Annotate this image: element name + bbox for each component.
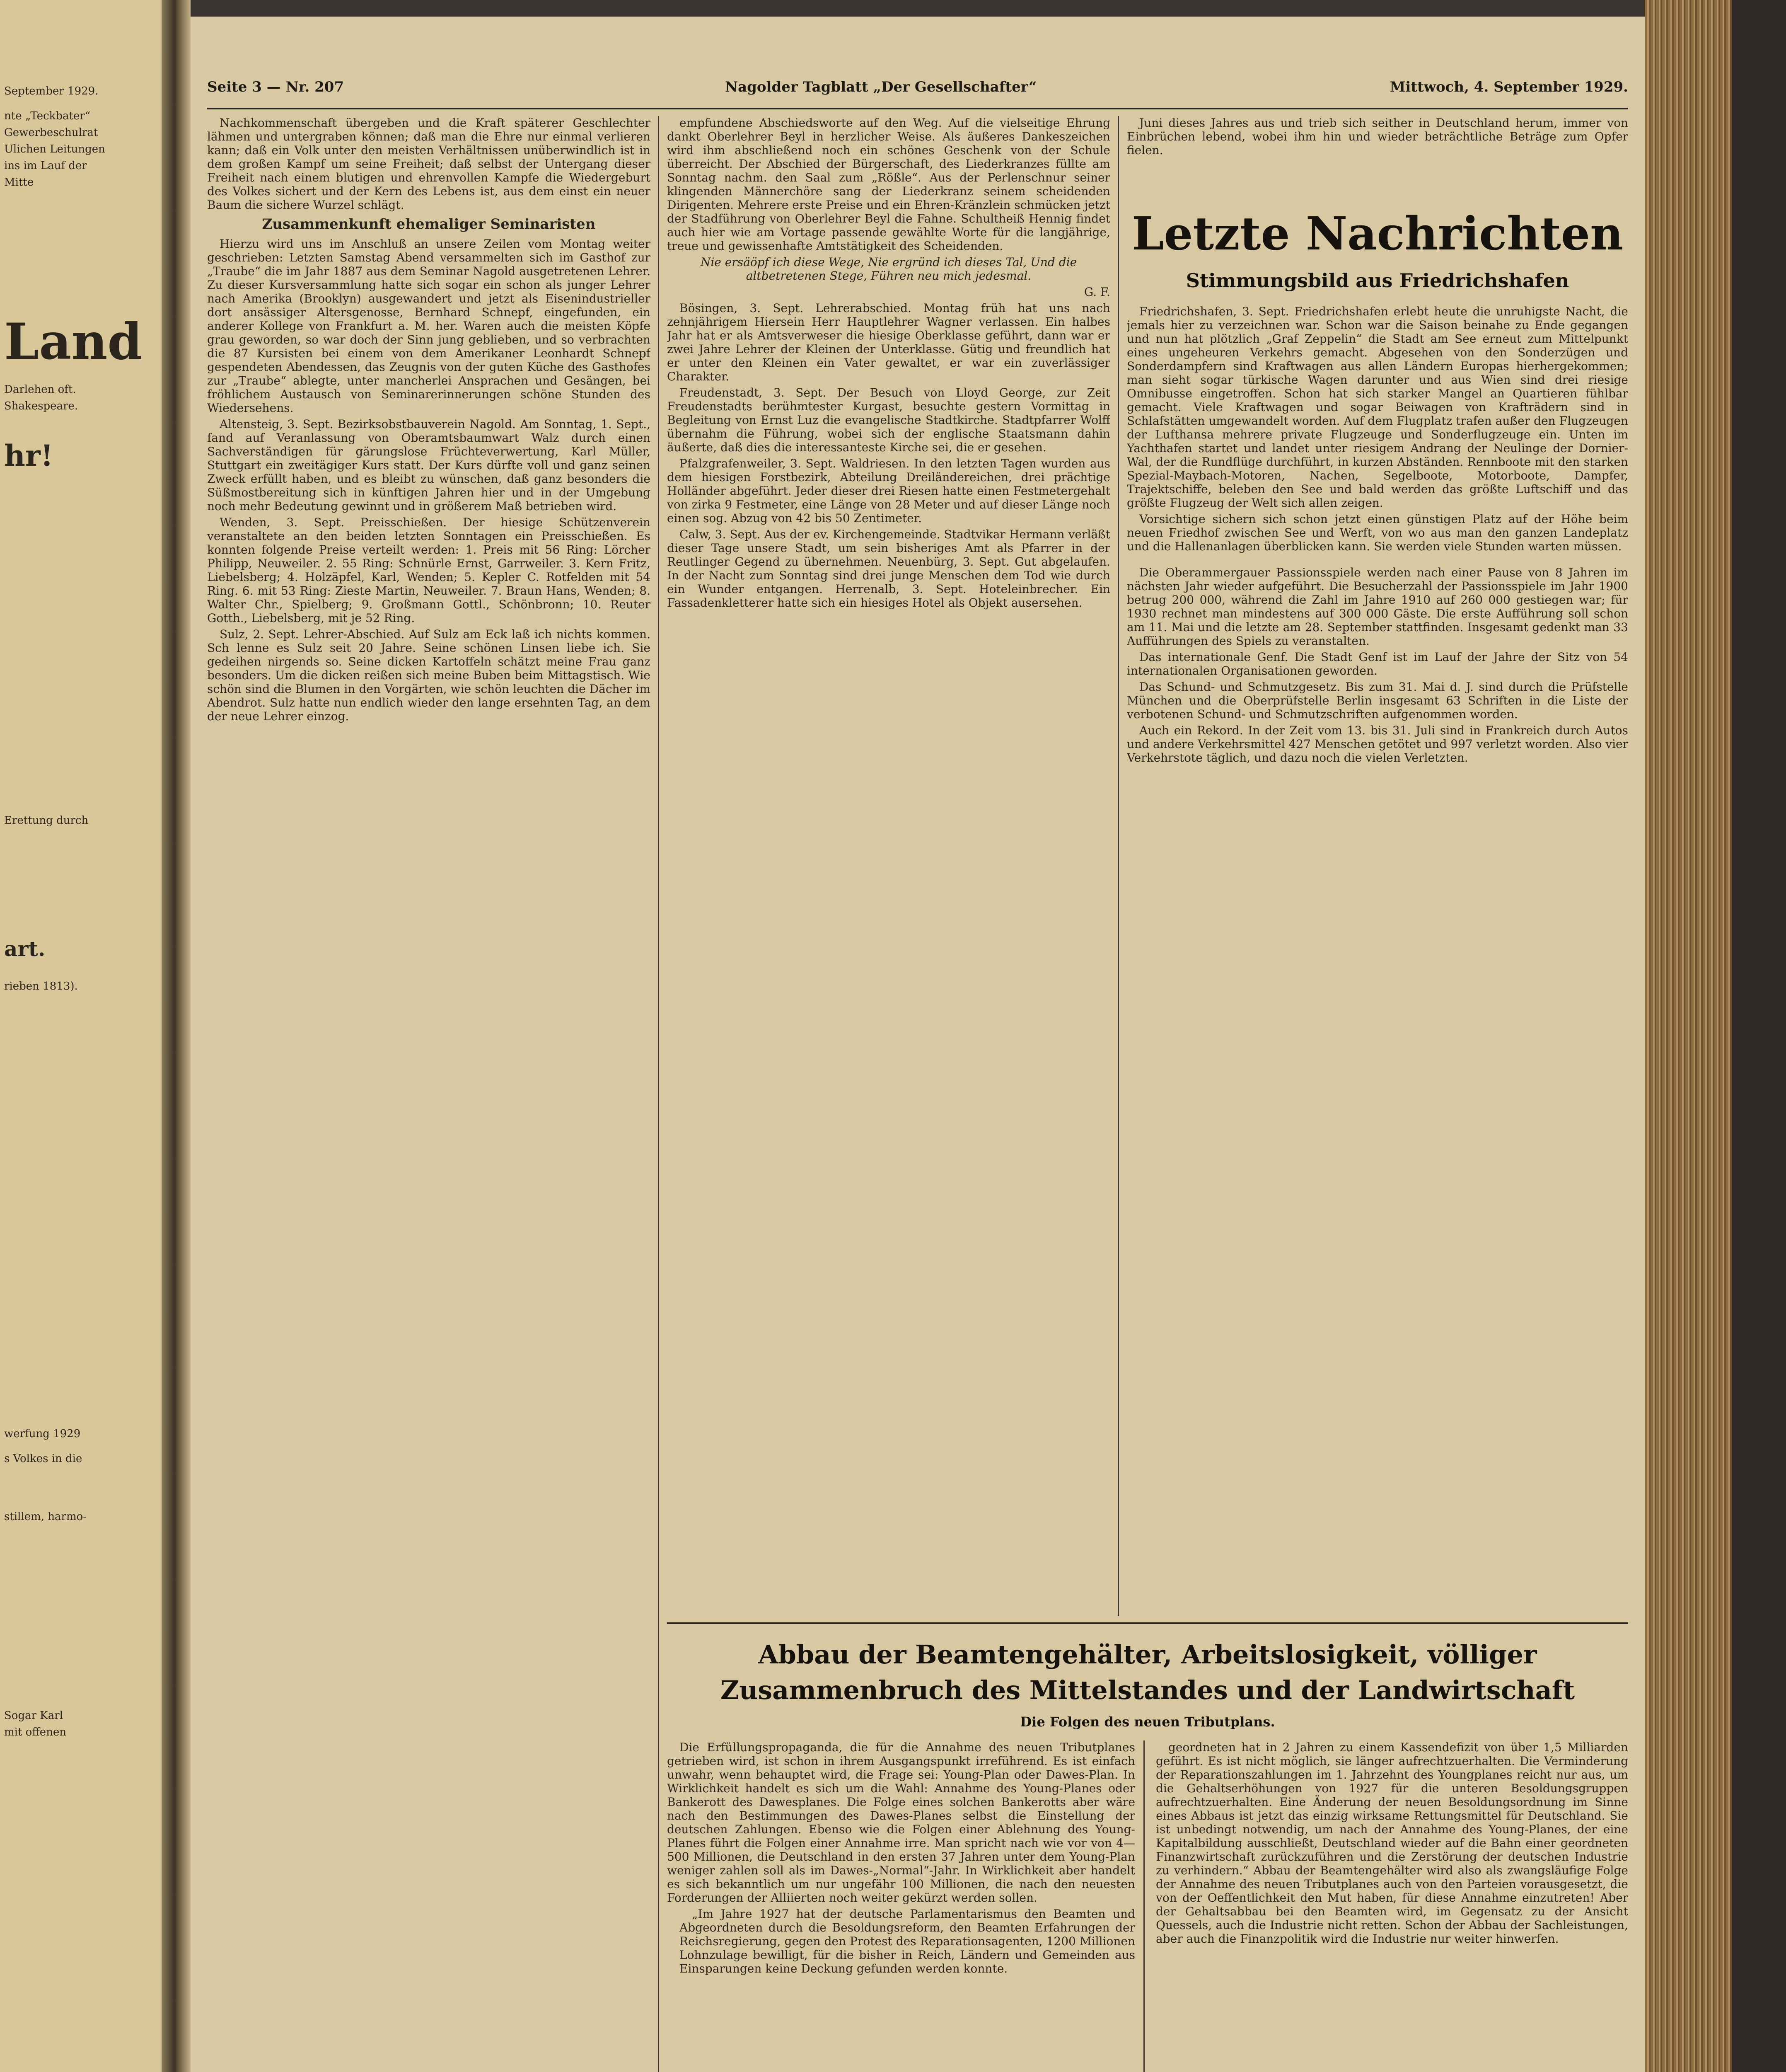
prev-page-fragment: nte „Teckbater“ [4,110,91,122]
binding-spine [1732,0,1786,2072]
col1-seminar-text: Hierzu wird uns im Anschluß an unsere Zeilen vom Montag weiter geschrieben: Letzten Samstag Abend versammelten sich im Gasthof zur „Traube“ die im Jahr 1887 aus dem Seminar Nagold ausgetretenen Lehrer. Zu dieser Kursversammlung hatte sich sogar ein schon als junger Lehrer nach Amerika (Brooklyn) ausgewandert und jetzt als Eisenindustrieller dort ansässiger Altersgenosse, Bernhard Schnepf, eingefunden, ein anderer Kollege von Frankfurt a. M. her. Waren auch die meisten Köpfe grau geworden, so war doch der Sinn jung geblieben, und so verbrachten die 87 Kursisten bei einem von dem Amerikaner Leonhardt Schnepf gespendeten Abendessen, das Zeugnis von der guten Küche des Gasthofes zur „Traube“ ablegte, unter mancherlei Ansprachen und Gesängen, bei fröhlichem Austausch von Seminarerinnerungen schöne Stunden des Wiedersehens. [207,237,650,415]
prev-page-fragment: art. [4,937,46,961]
prev-page-heading: Land [4,315,143,369]
article-quote: „Im Jahre 1927 hat der deutsche Parlamentarismus den Beamten und Abgeordneten durch die Besoldungsreform, den Beamten Erfahrungen der Reichsregierung, gegen den Protest des Reparationsagenten, 1200 Millionen Lohnzulage bewilligt, für die bisher in Reich, Ländern und Gemeinden aus Einsparungen keine Deckung gefunden werden konnte. [679,1907,1135,1975]
prev-page-fragment: Gewerbeschulrat [4,126,98,139]
article-text-b: geordneten hat in 2 Jahren zu einem Kassendefizit von über 1,5 Milliarden geführt. Es ist nicht möglich, sie länger aufrechtzuerhalten. Die Verminderung der Reparationszahlungen im 1. Jahrzehnt des Youngplanes reicht nur aus, um die Gehaltserhöhungen von 1927 für die unteren Besoldungsgruppen aufrechtzuerhalten. Eine Änderung der neuen Besoldungsordnung im Sinne eines Abbaus ist jetzt das einzig wirksame Rettungsmittel für Deutschland. Sie ist unbedingt notwendig, um nach der Annahme des Young-Planes, der eine Kapitalbildung ausschließt, Deutschland wieder auf die Bahn einer geordneten Finanzwirtschaft zurückzuführen und die Zerstörung der deutschen Industrie zu verhindern.“ Abbau der Beamtengehälter wird also als zwangsläufige Folge der Annahme des neuen Tributplanes auch von den Parteien vorausgesetzt, die von der Oeffentlichkeit den Mut haben, für diese Annahme einzutreten! Aber der Gehaltsabbau bei den Beamten wird, im Gegensatz zu der Ansicht Quessels, auch die Industrie nicht retten. Schon der Abbau der Sachleistungen, aber auch die Finanzpolitik wird die Industrie nur weiter hinwerfen. [1156,1740,1628,1946]
prev-page-fragment: werfung 1929 [4,1428,81,1440]
prev-page-date: September 1929. [4,85,99,97]
column-divider [1118,116,1119,1616]
prev-page-fragment: rieben 1813). [4,980,78,992]
prev-page-fragment: Sogar Karl [4,1709,63,1722]
newspaper-name: Nagolder Tagblatt „Der Gesellschafter“ [725,79,1037,95]
col3-oberammergau-news: Die Oberammergauer Passionsspiele werden nach einer Pause von 8 Jahren im nächsten Jahr wieder aufgeführt. Die Besucherzahl der Passionsspiele im Jahr 1900 betrug 200 000, während die Zahl im Jahre 1910 auf 260 000 gestiegen war; für 1930 rechnet man mindestens auf 300 000 Gäste. Die erste Aufführung soll schon am 11. Mai und die letzte am 28. September stattfinden. Insgesamt gedenkt man 33 Aufführungen des Spiels zu veranstalten. [1127,566,1628,648]
article-text-a: Die Erfüllungspropaganda, die für die Annahme des neuen Tributplanes getrieben wird, ist schon in ihrem Ausgangspunkt irreführend. Es ist einfach unwahr, wenn behauptet wird, die Frage sei: Young-Plan oder Dawes-Plan. In Wirklichkeit handelt es sich um die Wahl: Annahme des Young-Planes oder Bankerott des Dawesplanes. Die Folge eines solchen Bankerotts aber wäre nach den Bestimmungen des Dawes-Planes selbst die Einstellung der deutschen Zahlungen. Ebenso wie die Folgen einer Ablehnung des Young-Planes führt die Folgen einer Annahme irre. Man spricht nach wie vor von 4—500 Millionen, die Deutschland in den ersten 37 Jahren unter dem Young-Plan weniger zahlen soll als im Dawes-„Normal“-Jahr. In Wirklichkeit aber handelt es sich bekanntlich um nur ungefähr 100 Millionen, die nach den neuesten Forderungen der Alliierten noch weiter gekürzt werden sollen. [667,1740,1135,1905]
prev-page-fragment: Erettung durch [4,814,89,827]
col2-freudenstadt-text: Freudenstadt, 3. Sept. Der Besuch von Lloyd George, zur Zeit Freudenstadts berühmtester Kurgast, besuchte gestern Vormittag in Begleitung von Ernst Luz die evangelische Stadtkirche. Stadtpfarrer Wolff übernahm die Führung, wobei sich der englische Staatsmann dahin äußerte, daß dies die interessanteste Kirche sei, die er gesehen. [667,386,1110,454]
prev-page-fragment: Shakespeare. [4,400,78,412]
col2-calw-text: Calw, 3. Sept. Aus der ev. Kirchengemeinde. Stadtvikar Hermann verläßt dieser Tage unsere Stadt, um sein bisheriges Amt als Pfarrer in der Reutlinger Gegend zu übernehmen. Neuenbürg, 3. Sept. Gut abgelaufen. In der Nacht zum Sonntag sind drei junge Menschen dem Tod wie durch ein Wunder entgangen. Herrenalb, 3. Sept. Hoteleinbrecher. Ein Fassadenkletterer hatte sich ein hiesiges Hotel als Objekt ausersehen. [667,528,1110,610]
col3-intro: Juni dieses Jahres aus und trieb sich seither in Deutschland herum, immer von Einbrüchen lebend, wobei ihm hin und wieder beträchtliche Beträge zum Opfer fielen. [1127,116,1628,157]
prev-page-fragment: Darlehen oft. [4,383,76,396]
col3-schund-news: Das Schund- und Schmutzgesetz. Bis zum 31. Mai d. J. sind durch die Prüfstelle München und die Oberprüfstelle Berlin insgesamt 63 Schriften in die Liste der verbotenen Schund- und Schmutzschriften aufgenommen worden. [1127,680,1628,721]
book-gutter [162,0,191,2072]
previous-page-strip [0,0,162,2072]
col2-pfalzgrafenweiler-text: Pfalzgrafenweiler, 3. Sept. Waldriesen. In den letzten Tagen wurden aus dem hiesigen Forstbezirk, Abteilung Dreiländereichen, drei prächtige Holländer abgeführt. Jeder dieser drei Riesen hatte einen Festmetergehalt von zirka 9 Festmeter, eine Länge von 28 Meter und auf dieser Länge noch einen sog. Abzug von 42 bis 50 Zentimeter. [667,457,1110,525]
article-column-b [1156,1740,1628,2072]
column-divider [658,116,659,2072]
prev-page-fragment: s Volkes in die [4,1452,82,1465]
prev-page-fragment: Mitte [4,176,34,189]
prev-page-fragment: ins im Lauf der [4,160,87,172]
col1-intro: Nachkommenschaft übergeben und die Kraft späterer Geschlechter lähmen und untergraben können; daß man die Ehre nur einmal verlieren kann; daß ein Volk unter den meisten Verhältnissen unüberwindlich ist in dem großen Kampf um seine Freiheit; daß selbst der Untergang dieser Freiheit nach einem blutigen und ehrenvollen Kampfe die Wiedergeburt des Volkes sichert und der Kern des Lebens ist, aus dem einst ein neuer Baum die sichere Wurzel schlägt. [207,116,650,212]
column-divider [1143,1740,1145,2072]
page-header [207,79,1628,104]
article-subtitle: Die Folgen des neuen Tributplans. [1020,1714,1275,1730]
prev-page-fragment: Ulichen Leitungen [4,143,105,155]
column-1 [207,116,650,2072]
newspaper-page [191,17,1645,2072]
prev-page-fragment: mit offenen [4,1726,67,1738]
column-2 [667,116,1110,1608]
col3-genf-news: Das internationale Genf. Die Stadt Genf ist im Lauf der Jahre der Sitz von 54 internationalen Organisationen geworden. [1127,650,1628,678]
col3-viewers-text: Vorsichtige sichern sich schon jetzt einen günstigen Platz auf der Höhe beim neuen Friedhof zwischen See und Werft, von wo aus man den ganzen Landeplatz und die Hallenanlagen überblicken kann. Sie werden viele Stunden warten müssen. [1127,512,1628,553]
page-number: Seite 3 — Nr. 207 [207,79,344,95]
col2-poem: Nie ersäöpf ich diese Wege, Nie ergründ ich dieses Tal, Und die altbetretenen Stege, Führen neu mich jedesmal. [700,255,1077,283]
article-column-a [667,1740,1135,2072]
col1-sulz-text: Sulz, 2. Sept. Lehrer-Abschied. Auf Sulz am Eck laß ich nichts kommen. Sch lenne es Sulz seit 20 Jahre. Seine schönen Linsen liebe ich. Sie gedeihen nirgends so. Seine dicken Kartoffeln schätzt meine Frau ganz besonders. Um die dicken reißen sich meine Buben beim Mittagstisch. Wie schön sind die Blumen in den Vorgärten, wie schön leuchten die Dächer im Abendrot. Sulz hatte nun endlich wieder den lange ersehnten Tag, an dem der neue Lehrer einzog. [207,627,650,723]
col3-rekord-news: Auch ein Rekord. In der Zeit vom 13. bis 31. Juli sind in Frankreich durch Autos und andere Verkehrsmittel 427 Menschen getötet und 997 verletzt worden. Also vier Verkehrstote täglich, und dazu noch die vielen Verletzten. [1127,724,1628,765]
column-3 [1127,116,1628,1616]
latest-news-title: Letzte Nachrichten [1132,207,1623,260]
col1-wenden-text: Wenden, 3. Sept. Preisschießen. Der hiesige Schützenverein veranstaltete an den beiden letzten Sonntagen ein Preisschießen. Es konnten folgende Preise verteilt werden: 1. Preis mit 56 Ring: Lörcher Philipp, Neuweiler. 2. 55 Ring: Schnürle Ernst, Garrweiler. 3. Kern Fritz, Liebelsberg; 4. Holzäpfel, Karl, Wenden; 5. Kepler C. Rotfelden mit 54 Ring. 6. mit 53 Ring: Zieste Martin, Neuweiler. 7. Braun Hans, Wenden; 8. Walter Chr., Spielberg; 9. Großmann Gottl., Schönbronn; 10. Reuter Gotth., Liebelsberg, mit je 52 Ring. [207,516,650,625]
latest-news-subtitle: Stimmungsbild aus Friedrichshafen [1186,269,1569,292]
col2-boesingen-text: Bösingen, 3. Sept. Lehrerabschied. Montag früh hat uns nach zehnjährigem Hiersein Herr Hauptlehrer Wagner verlassen. Ein halbes Jahr hat er als Amtsverweser die hiesige Oberklasse geführt, dann war er zwei Jahre Lehrer der Kleinen der Unterklasse. Gütig und freundlich hat er unter den Kleinen ein Vater gewaltet, er war ein zuverlässiger Charakter. [667,301,1110,383]
col3-friedrichshafen-text: Friedrichshafen, 3. Sept. Friedrichshafen erlebt heute die unruhigste Nacht, die jemals hier zu verzeichnen war. Schon war die Saison beinahe zu Ende gegangen und nun hat plötzlich „Graf Zeppelin“ die Stadt am See erneut zum Mittelpunkt eines ungeheuren Verkehrs gemacht. Abgesehen von den Sonderzügen und Sonderdampfern sind Kraftwagen aus allen Ländern Europas hierhergekommen; man sieht sogar türkische Wagen darunter und aus Wien sind drei riesige Omnibusse eingetroffen. Schon hat sich starker Mangel an Quartieren fühlbar gemacht. Viele Kraftwagen und sogar Beiwagen von Krafträdern sind in Schlafstätten umgewandelt worden. Auf dem Flugplatz trafen außer den Flugzeugen der Lufthansa mehrere private Flugzeuge und Sonderflugzeuge ein. Unten im Yachthafen startet und landet unter riesigem Andrang der Neulinge der Dornier-Wal, der die Rundflüge durchführt, in kurzen Abständen. Rennboote mit den starken Spezial-Maybach-Motoren, Nachen, Segelboote, Motorboote, Dampfer, Trajektschiffe, beleben den See und bald werden das größte Luftschiff und das größte Flugzeug der Welt sich allen zeigen. [1127,305,1628,510]
col1-heading: Zusammenkunft ehemaliger Seminaristen [262,216,596,232]
prev-page-fragment: hr! [4,439,53,472]
issue-date: Mittwoch, 4. September 1929. [1390,79,1628,95]
prev-page-fragment: stillem, harmo- [4,1510,87,1523]
article-top-rule [667,1622,1628,1624]
col1-altensteig-text: Altensteig, 3. Sept. Bezirksobstbauverein Nagold. Am Sonntag, 1. Sept., fand auf Veranlassung von Oberamtsbaumwart Walz durch einen Sachverständigen für gärungslose Früchteverwertung, Karl Müller, Stuttgart ein zweitägiger Kurs statt. Der Kurs dürfte voll und ganz seinen Zweck erfüllt haben, und es bleibt zu wünschen, daß ganz besonders die Süßmostbereitung sich in künftigen Jahren hier und in der Umgebung noch mehr Bedeutung gewinnt und in größerem Maß betrieben wird. [207,417,650,513]
article-title: Abbau der Beamtengehälter, Arbeitslosigkeit, völliger Zusammenbruch des Mittelstandes und der Landwirtschaft [720,1639,1575,1705]
header-rule [207,108,1628,109]
col2-farewell-text: empfundene Abschiedsworte auf den Weg. Auf die vielseitige Ehrung dankt Oberlehrer Beyl in herzlicher Weise. Als äußeres Dankeszeichen wird ihm abschließend noch ein schönes Geschenk von der Schule überreicht. Der Abschied der Bürgerschaft, des Liederkranzes füllte am Sonntag nachm. den Saal zum „Rößle“. Aus der Perlenschnur seiner klingenden Männerchöre sang der Liederkranz seinem scheidenden Dirigenten. Mehrere erste Preise und ein Ehren-Kränzlein schmücken jetzt der Stadführung von Oberlehrer Beyl die Fahne. Schultheiß Hennig findet auch hier wie am Vortage passende gewählte Worte für die langjährige, treue und gewissenhafte Amtstätigkeit des Scheidenden. [667,116,1110,253]
col2-signature: G. F. [1084,285,1110,299]
